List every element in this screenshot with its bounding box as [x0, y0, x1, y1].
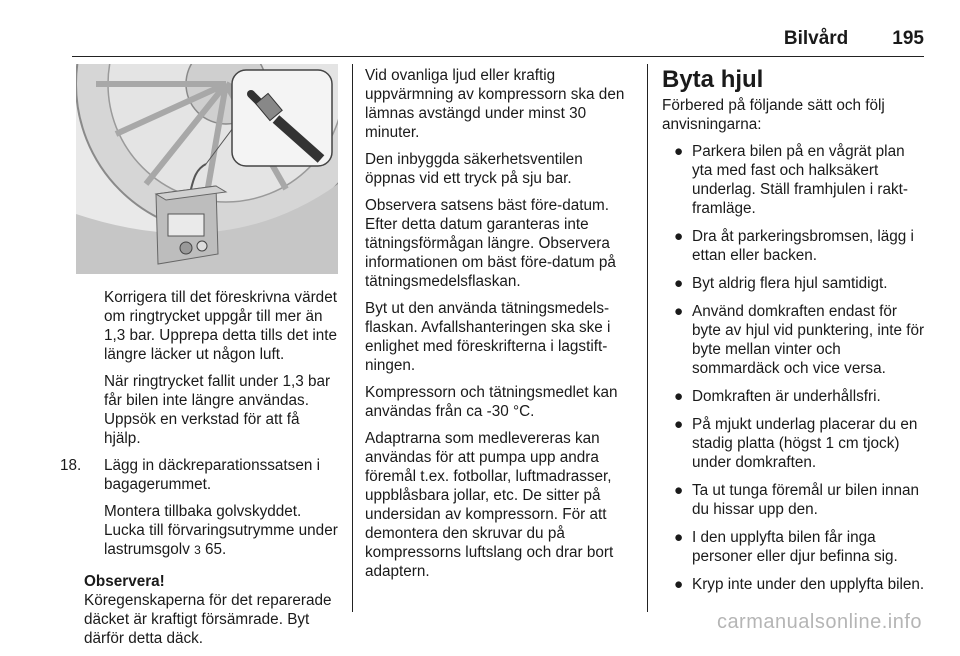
section-title: Bilvård	[783, 28, 849, 49]
column-left	[60, 64, 340, 656]
bullet-icon: ●	[674, 275, 684, 292]
list-item	[662, 274, 928, 293]
note-title: Observera!	[84, 573, 165, 590]
list-item-text: Parkera bilen på en vågrät plan yta med fast och halksäkert underlag. Ställ framhjulen i raktframläge.	[692, 143, 908, 217]
list-item	[662, 302, 928, 378]
list-item-text: Ta ut tunga föremål ur bilen innan du hissar upp den.	[692, 482, 920, 518]
paragraph: Adaptrarna som medlevereras kan användas för att pumpa upp andra föremål t.ex. fotbollar, luftmadrasser, uppblåsbara jollar, etc. De sitter på undersidan av kompressorn. För att demontera den skruvar du på kompressorns luftslang och drar bort adaptern.	[365, 430, 614, 580]
list-item-text: I den upplyfta bilen får inga personer eller djur befinna sig.	[692, 529, 898, 565]
column-divider	[647, 64, 648, 612]
step-subparagraph	[104, 502, 340, 560]
step-text: Lägg in däckreparationssatsen i bagagerummet.	[104, 457, 320, 493]
list-item-text: Dra åt parkeringsbromsen, lägg i ettan eller backen.	[692, 228, 914, 264]
paragraph: Den inbyggda säkerhetsventilen öppnas vid ett tryck på sju bar.	[365, 151, 583, 187]
list-item	[662, 415, 928, 472]
compressor-wheel-illustration	[76, 64, 338, 274]
list-item-text: På mjukt underlag placerar du en stadig platta (högst 1 cm tjock) under domkraften.	[692, 416, 918, 471]
compressor-wheel-icon	[76, 64, 338, 274]
bullet-list	[662, 142, 928, 594]
list-item-text: Använd domkraften endast för byte av hjul vid punktering, inte för byte mellan vinter och sommardäck och vice versa.	[692, 303, 925, 377]
page-reference-icon: 3	[194, 543, 201, 557]
bullet-icon: ●	[674, 529, 684, 546]
list-item-text: Kryp inte under den upplyfta bilen.	[692, 576, 925, 593]
list-item	[662, 142, 928, 218]
intro-text: Förbered på följande sätt och följ anvisningarna:	[662, 97, 885, 133]
column-right	[662, 66, 928, 603]
paragraph: När ringtrycket fallit under 1,3 bar får bilen inte längre användas. Uppsök en verkstad för att få hjälp.	[104, 373, 331, 447]
paragraph: Vid ovanliga ljud eller kraftig uppvärmning av kompressorn ska den lämnas avstängd under minst 30 minuter.	[365, 67, 625, 141]
bullet-icon: ●	[674, 388, 684, 405]
header-rule	[72, 56, 924, 57]
watermark: carmanualsonline.info	[716, 611, 922, 633]
note-box	[84, 572, 340, 648]
bullet-icon: ●	[674, 143, 684, 160]
step-number: 18.	[60, 457, 82, 474]
list-item	[662, 575, 928, 594]
bullet-icon: ●	[674, 576, 684, 593]
list-item	[662, 227, 928, 265]
paragraph: Byt ut den använda tätningsmedelsflaskan. Avfallshanteringen ska ske i enlighet med föreskrifterna i lagstiftningen.	[365, 300, 611, 374]
paragraph: Kompressorn och tätningsmedlet kan användas från ca -30 °C.	[365, 384, 618, 420]
bullet-icon: ●	[674, 303, 684, 320]
bullet-icon: ●	[674, 482, 684, 499]
paragraph: Observera satsens bäst före-datum. Efter detta datum garanteras inte tätningsförmågan längre. Observera informationen om bäst före-datum på tätningsmedelsflaskan.	[365, 197, 616, 290]
step-18	[60, 456, 340, 494]
bullet-icon: ●	[674, 228, 684, 245]
list-item	[662, 387, 928, 406]
page-header	[784, 28, 924, 52]
bullet-icon: ●	[674, 416, 684, 433]
section-heading: Byta hjul	[662, 66, 764, 93]
page-reference-link[interactable]: 65.	[205, 541, 227, 558]
note-text: Köregenskaperna för det reparerade däcket är kraftigt försämrade. Byt därför detta däck.	[84, 592, 332, 647]
step-sub-text: Montera tillbaka golvskyddet. Lucka till förvaringsutrymme under lastrumsgolv	[104, 503, 338, 558]
paragraph: Korrigera till det föreskrivna värdet om ringtrycket uppgår till mer än 1,3 bar. Upprepa detta tills det inte längre läcker ut någon luft.	[104, 289, 338, 363]
list-item	[662, 481, 928, 519]
list-item	[662, 528, 928, 566]
list-item-text: Domkraften är underhållsfri.	[692, 388, 881, 405]
column-middle	[365, 66, 637, 589]
column-divider	[352, 64, 353, 612]
list-item-text: Byt aldrig flera hjul samtidigt.	[692, 275, 888, 292]
page-number: 195	[892, 28, 924, 49]
